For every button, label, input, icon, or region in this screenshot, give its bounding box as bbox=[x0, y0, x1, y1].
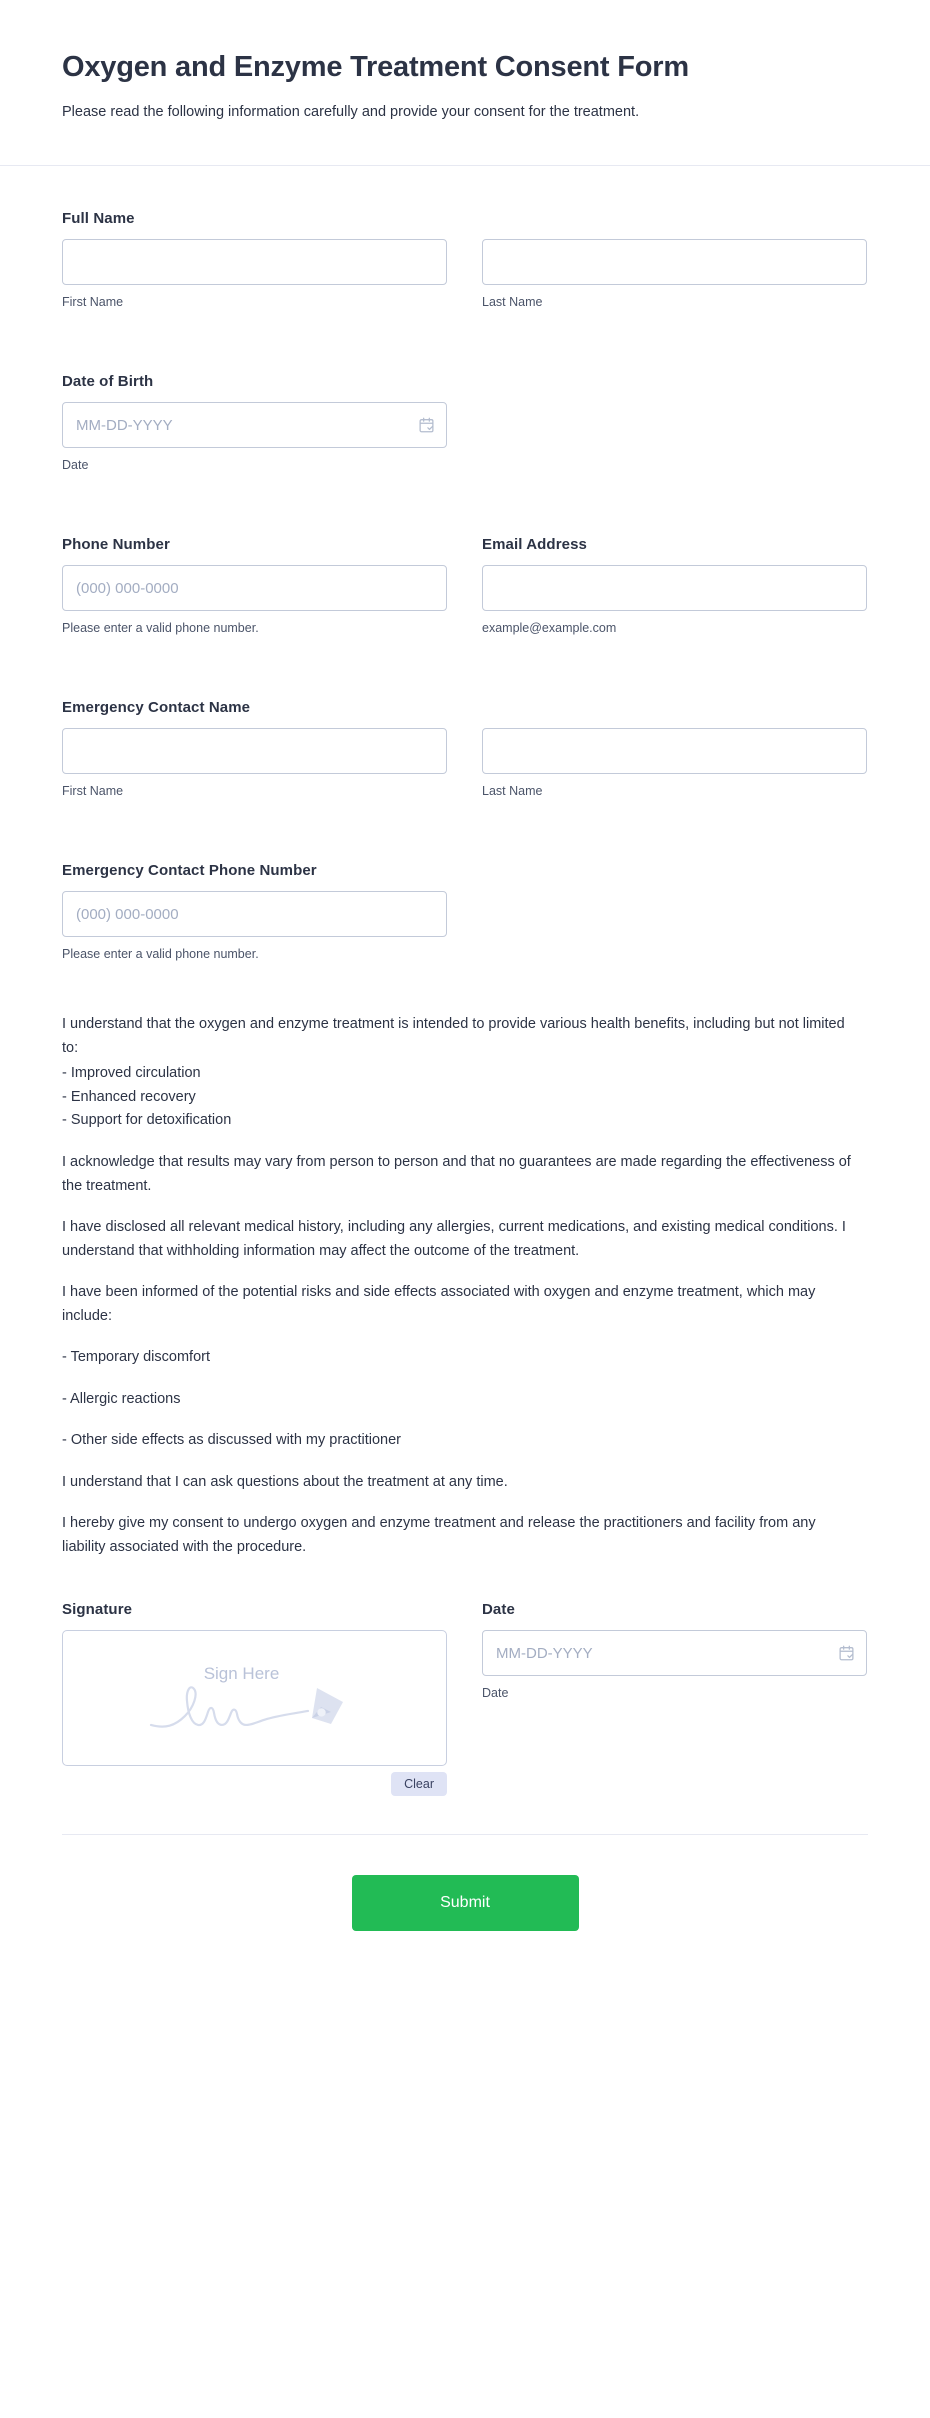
phone-col bbox=[62, 536, 447, 635]
clear-signature-button[interactable]: Clear bbox=[391, 1772, 447, 1796]
consent-paragraph-6: I hereby give my consent to undergo oxygen and enzyme treatment and release the practitioners and facility from any liability associated with the procedure. bbox=[62, 1515, 816, 1555]
consent-bullet-4: - Temporary discomfort bbox=[62, 1349, 210, 1366]
email-address-sublabel: example@example.com bbox=[482, 621, 617, 636]
date-shell bbox=[482, 1630, 867, 1676]
emergency-first-col bbox=[62, 728, 447, 798]
full-name-row bbox=[62, 239, 868, 309]
signature-pad[interactable] bbox=[62, 1630, 447, 1766]
emergency-contact-name-label: Emergency Contact Name bbox=[62, 699, 251, 717]
date-sublabel: Date bbox=[482, 1686, 509, 1701]
emergency-contact-name-row bbox=[62, 728, 868, 798]
form-footer bbox=[62, 1834, 868, 1991]
field-emergency-contact-name bbox=[62, 699, 868, 798]
emergency-last-name-sublabel: Last Name bbox=[482, 784, 543, 799]
field-full-name bbox=[62, 210, 868, 309]
emergency-phone-col bbox=[62, 891, 447, 961]
signature-col bbox=[62, 1601, 447, 1796]
emergency-last-name-input[interactable] bbox=[482, 728, 867, 774]
last-name-input[interactable] bbox=[482, 239, 867, 285]
field-date-of-birth bbox=[62, 373, 868, 472]
emergency-contact-phone-label: Emergency Contact Phone Number bbox=[62, 862, 317, 880]
email-address-label: Email Address bbox=[482, 536, 587, 554]
pen-nib-icon bbox=[312, 1688, 343, 1724]
date-of-birth-shell bbox=[62, 402, 447, 448]
date-of-birth-col bbox=[62, 402, 447, 472]
last-name-sublabel: Last Name bbox=[482, 295, 543, 310]
field-emergency-contact-phone bbox=[62, 862, 868, 961]
signature-label: Signature bbox=[62, 1601, 133, 1619]
phone-number-input[interactable] bbox=[62, 565, 447, 611]
page-title: Oxygen and Enzyme Treatment Consent Form bbox=[62, 51, 689, 83]
signature-placeholder bbox=[63, 1664, 446, 1738]
contact-row bbox=[62, 536, 868, 635]
signature-scribble-icon bbox=[145, 1678, 365, 1738]
emergency-first-name-input[interactable] bbox=[62, 728, 447, 774]
date-of-birth-input[interactable] bbox=[62, 402, 447, 448]
email-address-input[interactable] bbox=[482, 565, 867, 611]
form-body bbox=[0, 166, 930, 1991]
consent-paragraph-5: I understand that I can ask questions about the treatment at any time. bbox=[62, 1473, 508, 1490]
consent-paragraph-4: I have been informed of the potential risks and side effects associated with oxygen and enzyme treatment, which may include: bbox=[62, 1284, 816, 1324]
first-name-sublabel: First Name bbox=[62, 295, 124, 310]
clear-row bbox=[62, 1772, 447, 1796]
consent-paragraph-1: I understand that the oxygen and enzyme treatment is intended to provide various health benefits, including but not limited to: bbox=[62, 1016, 845, 1056]
submit-button[interactable]: Submit bbox=[352, 1875, 579, 1931]
page-subtitle: Please read the following information carefully and provide your consent for the treatment. bbox=[62, 104, 640, 121]
date-label: Date bbox=[482, 1601, 515, 1619]
consent-bullet-2: - Enhanced recovery bbox=[62, 1088, 196, 1105]
emergency-contact-phone-sublabel: Please enter a valid phone number. bbox=[62, 947, 259, 962]
phone-number-label: Phone Number bbox=[62, 536, 170, 554]
consent-bullet-3: - Support for detoxification bbox=[62, 1112, 232, 1128]
consent-bullet-5: - Allergic reactions bbox=[62, 1390, 181, 1407]
form-header bbox=[0, 0, 930, 166]
date-col bbox=[482, 1601, 867, 1796]
date-of-birth-label: Date of Birth bbox=[62, 373, 154, 391]
phone-number-sublabel: Please enter a valid phone number. bbox=[62, 621, 259, 636]
emergency-contact-phone-input[interactable] bbox=[62, 891, 447, 937]
full-name-first-col bbox=[62, 239, 447, 309]
consent-bullet-1: - Improved circulation bbox=[62, 1065, 201, 1082]
spacer bbox=[62, 502, 868, 536]
date-input[interactable] bbox=[482, 1630, 867, 1676]
emergency-first-name-sublabel: First Name bbox=[62, 784, 124, 799]
signature-section bbox=[62, 1601, 868, 1796]
consent-paragraph-2: I acknowledge that results may vary from person to person and that no guarantees are made regarding the effectiveness of the treatment. bbox=[62, 1154, 851, 1194]
spacer bbox=[62, 828, 868, 862]
email-col bbox=[482, 536, 867, 635]
full-name-label: Full Name bbox=[62, 210, 135, 228]
field-contact-row bbox=[62, 536, 868, 635]
full-name-last-col bbox=[482, 239, 867, 309]
spacer bbox=[62, 665, 868, 699]
date-of-birth-sublabel: Date bbox=[62, 458, 89, 473]
consent-paragraph-3: I have disclosed all relevant medical history, including any allergies, current medications, and existing medical conditions. I understand that withholding information may affect the outcome of the treatment. bbox=[62, 1219, 846, 1259]
consent-text-block bbox=[62, 991, 868, 1559]
first-name-input[interactable] bbox=[62, 239, 447, 285]
signature-row bbox=[62, 1601, 868, 1796]
sign-here-text: Sign Here bbox=[203, 1664, 280, 1684]
emergency-last-col bbox=[482, 728, 867, 798]
consent-bullet-6: - Other side effects as discussed with my practitioner bbox=[62, 1432, 402, 1449]
spacer bbox=[62, 339, 868, 373]
